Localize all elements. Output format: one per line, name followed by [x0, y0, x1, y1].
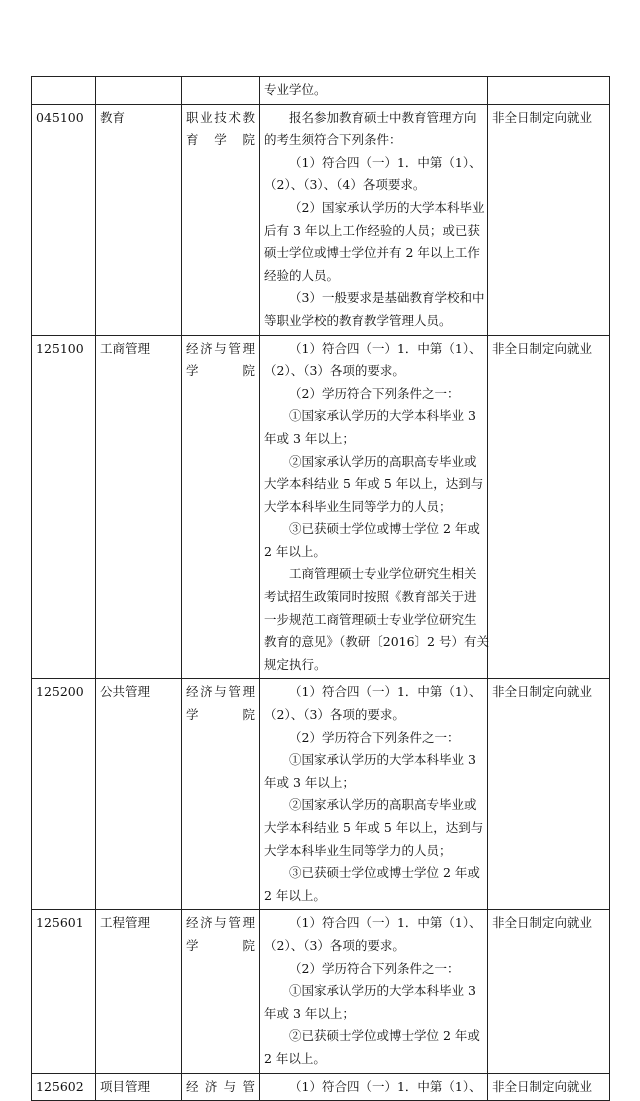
req-line: （1）符合四（一）1．中第（1）、 [289, 1078, 482, 1094]
req-line: 大学本科结业 5 年或 5 年以上，达到与 [264, 476, 484, 492]
req-line: 2 年以上。 [264, 887, 326, 903]
req-line: （1）符合四（一）1．中第（1）、 [289, 684, 482, 700]
school-cell: 经济与管 [182, 1073, 260, 1101]
req-line: 的考生须符合下列条件： [264, 132, 402, 148]
req-line: ①国家承认学历的大学本科毕业 3 [289, 752, 476, 768]
major-cell: 教育 [96, 104, 182, 335]
req-line: （1）符合四（一）1．中第（1）、 [289, 340, 482, 356]
req-line: （2）、（3）各项的要求。 [264, 937, 405, 953]
req-line: （2）、（3）、（4）各项要求。 [264, 177, 426, 193]
admission-requirements-table [31, 76, 610, 1101]
req-line: ②国家承认学历的高职高专毕业或 [289, 797, 477, 813]
requirements-cell [260, 335, 488, 679]
school-cell [182, 77, 260, 105]
table-row [32, 679, 610, 910]
req-line: 考试招生政策同时按照《教育部关于进 [264, 589, 477, 605]
req-line: （2）学历符合下列条件之一： [289, 385, 460, 401]
school-cell: 经济与管理学院 [182, 679, 260, 910]
req-line: 硕士学位或博士学位并有 2 年以上工作 [264, 245, 480, 261]
req-line: 教育的意见》（教研〔2016〕2 号）有关 [264, 634, 489, 650]
req-line: 2 年以上。 [264, 543, 326, 559]
major-cell: 公共管理 [96, 679, 182, 910]
code-cell: 045100 [32, 104, 96, 335]
req-line: ①国家承认学历的大学本科毕业 3 [289, 983, 476, 999]
req-line: ③已获硕士学位或博士学位 2 年或 [289, 865, 480, 881]
req-line: （2）、（3）各项的要求。 [264, 707, 405, 723]
req-line: （2）、（3）各项的要求。 [264, 363, 405, 379]
code-cell: 125602 [32, 1073, 96, 1101]
req-line: （2）国家承认学历的大学本科毕业 [289, 199, 485, 215]
req-line: （1）符合四（一）1．中第（1）、 [289, 915, 482, 931]
req-line: 大学本科毕业生同等学力的人员； [264, 842, 452, 858]
requirements-cell [260, 910, 488, 1073]
req-line: ②国家承认学历的高职高专毕业或 [289, 453, 477, 469]
req-line: ①国家承认学历的大学本科毕业 3 [289, 408, 476, 424]
study-mode-cell: 非全日制定向就业 [488, 104, 610, 335]
study-mode-cell: 非全日制定向就业 [488, 910, 610, 1073]
req-line: 一步规范工商管理硕士专业学位研究生 [264, 611, 477, 627]
table-row [32, 1073, 610, 1101]
study-mode-cell: 非全日制定向就业 [488, 679, 610, 910]
requirements-cell [260, 679, 488, 910]
school-cell: 职业技术教育学院 [182, 104, 260, 335]
code-cell: 125601 [32, 910, 96, 1073]
req-line: （2）学历符合下列条件之一： [289, 729, 460, 745]
study-mode-cell [488, 77, 610, 105]
major-cell: 项目管理 [96, 1073, 182, 1101]
req-line: 等职业学校的教育教学管理人员。 [264, 312, 452, 328]
req-line: 年或 3 年以上； [264, 774, 355, 790]
req-line: 2 年以上。 [264, 1050, 326, 1066]
req-line: 专业学位。 [264, 82, 327, 97]
code-cell: 125100 [32, 335, 96, 679]
major-cell: 工程管理 [96, 910, 182, 1073]
major-cell [96, 77, 182, 105]
requirements-cell [260, 104, 488, 335]
req-line: （3）一般要求是基础教育学校和中 [289, 290, 485, 306]
req-line: 规定执行。 [264, 656, 327, 672]
study-mode-cell: 非全日制定向就业 [488, 335, 610, 679]
req-line: 报名参加教育硕士中教育管理方向 [289, 109, 477, 125]
req-line: ③已获硕士学位或博士学位 2 年或 [289, 521, 480, 537]
req-line: 年或 3 年以上； [264, 430, 355, 446]
school-cell: 经济与管理学院 [182, 335, 260, 679]
code-cell: 125200 [32, 679, 96, 910]
req-line: 大学本科结业 5 年或 5 年以上，达到与 [264, 820, 484, 835]
requirements-cell [260, 1073, 488, 1101]
code-cell [32, 77, 96, 105]
major-cell: 工商管理 [96, 335, 182, 679]
table-row [32, 335, 610, 679]
table-row [32, 104, 610, 335]
table-row [32, 910, 610, 1073]
req-line: 年或 3 年以上； [264, 1005, 355, 1021]
req-line: 大学本科毕业生同等学力的人员； [264, 498, 452, 514]
req-line: ②已获硕士学位或博士学位 2 年或 [289, 1028, 480, 1044]
school-cell: 经济与管理学院 [182, 910, 260, 1073]
requirements-cell [260, 77, 488, 105]
req-line: 经验的人员。 [264, 267, 340, 283]
req-line: （2）学历符合下列条件之一： [289, 960, 460, 976]
req-line: 后有 3 年以上工作经验的人员；或已获 [264, 222, 480, 238]
req-line: （1）符合四（一）1．中第（1）、 [289, 154, 482, 170]
table-row [32, 77, 610, 105]
study-mode-cell: 非全日制定向就业 [488, 1073, 610, 1101]
req-line: 工商管理硕士专业学位研究生相关 [289, 566, 477, 582]
